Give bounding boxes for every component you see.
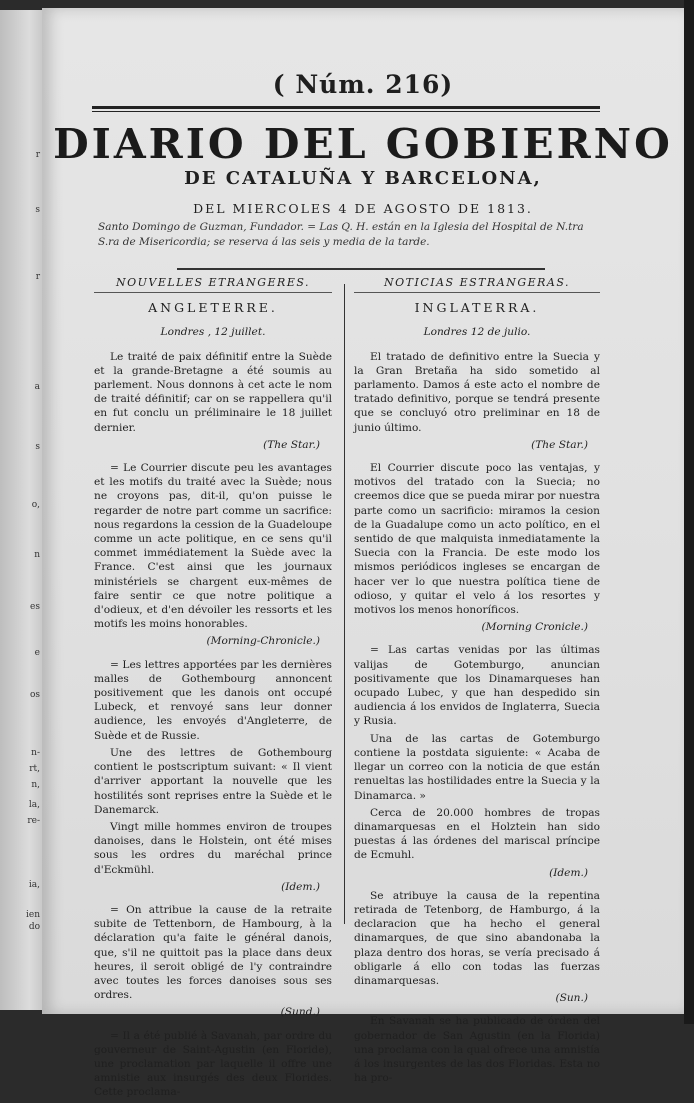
article-source: (Idem.) — [281, 880, 320, 893]
issue-date: DEL MIERCOLES 4 DE AGOSTO DE 1813. — [193, 201, 533, 216]
left-page-fragment: r — [35, 272, 40, 282]
left-page-fragment: ia, — [28, 880, 40, 890]
left-page-fragment: re- — [27, 816, 40, 826]
article-source: (Idem.) — [549, 866, 588, 879]
article-source: (Sun.) — [555, 992, 588, 1005]
header-divider — [177, 268, 545, 270]
article-paragraph: = Las cartas venidas por las últimas valijas de Gotemburgo, anuncian positivamente que los Dinamarqueses han ocupado Lubec, y que han despedido sin audiencia á los envidos de Inglaterra, Suecia y Rusia. — [354, 644, 600, 728]
religious-notice: Santo Domingo de Guzman, Fundador. = Las Q. H. están en la Iglesia del Hospital de N.tra S.ra de Misericordia; se reserva á las seis y media de la tarde. — [98, 221, 584, 248]
article-source: (Sund.) — [280, 1006, 320, 1019]
left-page-fragment: s — [35, 442, 40, 452]
left-page-fragment: la, — [28, 800, 40, 810]
spanish-section-heading: NOTICIAS ESTRANGERAS. — [354, 276, 600, 293]
french-country-heading: ANGLETERRE. — [148, 300, 278, 316]
left-page-fragment: do — [28, 922, 40, 932]
french-section-heading: NOUVELLES ETRANGERES. — [94, 276, 332, 293]
article-paragraph: El tratado de definitivo entre la Suecia y la Gran Bretaña ha sido sometido al parlamento. Damos á este acto el nombre de tratado definitivo, porque se tendrá presente que se concluyó otro preliminar en 18 de junio último. — [354, 350, 600, 434]
article-paragraph: = On attribue la cause de la retraite subite de Tettenborn, de Hambourg, à la déclaration qu'a faite le général danois, que, s'il ne quittoit pas la place dans deux heures, il seroit obligé de l'y contraindre avec toutes les forces danoises sous ses ordres. — [94, 903, 332, 1002]
article-paragraph: Se atribuye la causa de la repentina retirada de Tetenborg, de Hamburgo, á la declaracion que ha hecho el general dinamarques, de que sino abandonaba la plaza dentro dos horas, se vería precisado á obligarle á ello con todas las fuerzas dinamarquesas. — [354, 889, 600, 987]
article-paragraph: Vingt mille hommes environ de troupes danoises, dans le Holstein, ont été mises sous les ordres du maréchal prince d'Eckmühl. — [94, 820, 332, 876]
article-source: (Morning-Chronicle.) — [206, 635, 320, 648]
left-page-fragment: e — [34, 648, 40, 658]
left-page-fragment: rt, — [29, 764, 40, 774]
article-paragraph: Une des lettres de Gothembourg contient le postscriptum suivant: « Il vient d'arriver apportant la nouvelle que les hostilités sont reprises entre la Suède et le Danemarck. — [94, 746, 332, 816]
left-page-fragment: ien — [25, 910, 40, 920]
article-paragraph: = Il a été publié à Savanah, par ordre du gouverneur de Saint-Agustin (en Floride), une proclamation par laquelle il offre une amnistie aux insurgés des deux Florides. Cette proclama- — [94, 1029, 332, 1099]
scan-border — [684, 0, 694, 1024]
spanish-dateline: Londres 12 de julio. — [423, 326, 531, 339]
left-page-fragment: es — [30, 602, 40, 612]
newspaper-subtitle: DE CATALUÑA Y BARCELONA, — [184, 168, 542, 189]
left-page-fragment: n- — [31, 748, 40, 758]
article-source: (The Star.) — [531, 438, 588, 451]
left-page-fragment: a — [34, 382, 40, 392]
article-paragraph: Cerca de 20.000 hombres de tropas dinamarquesas en el Holztein han sido puestas á las órdenes del mariscal príncipe de Ecmuhl. — [354, 806, 600, 862]
article-source: (Morning Cronicle.) — [481, 621, 588, 634]
french-column — [94, 276, 332, 1103]
article-paragraph: = Les lettres apportées par les dernières malles de Gothembourg annoncent positivement que les danois ont occupé Lubeck, et renvoyé sans leur donner audience, les envoyés d'Angleterre, de Suède et de Russie. — [94, 658, 332, 742]
article-paragraph: El Courrier discute poco las ventajas, y motivos del tratado con la Suecia; no creemos dice que se pueda mirar por nuestra parte como un sacrificio: miramos la cesion de la Guadalupe como un acto político, en el sentido de que malquista inmediatamente la Suecia con la Francia. De este modo los mismos periódicos ingleses se encargan de hacer ver lo que nuestra política tiene de odioso, y quitar el velo á los resortes y motivos los menos honoríficos. — [354, 462, 600, 617]
left-page-fragment: r — [35, 150, 40, 160]
spanish-articles — [354, 350, 600, 1086]
newspaper-title: DIARIO DEL GOBIERNO — [53, 120, 673, 168]
french-dateline: Londres , 12 juillet. — [160, 326, 266, 339]
spanish-column — [354, 276, 600, 1088]
french-articles — [94, 350, 332, 1100]
article-paragraph: En Savanah se ha publicado de órden del gobernador de San Agustin (en la Florida) una proclama con la qual ofrece una amnistía á los insurgentes de las dos Floridas. Esta no ha pro- — [354, 1015, 600, 1085]
article-paragraph: Una de las cartas de Gotemburgo contiene la postdata siguiente: « Acaba de llegar un correo con la noticia de que están renueltas las hostilidades entre la Suecia y la Dinamarca. » — [354, 732, 600, 802]
masthead-rule — [92, 106, 600, 112]
left-page-fragment: n — [34, 550, 40, 560]
left-page-fragment: n, — [31, 780, 40, 790]
left-page-fragment: os — [29, 690, 40, 700]
issue-number: ( Núm. 216) — [272, 70, 454, 99]
spanish-country-heading: INGLATERRA. — [414, 300, 540, 316]
article-paragraph: = Le Courrier discute peu les avantages et les motifs du traité avec la Suède; nous ne croyons pas, dit-il, qu'on puisse le regarder de notre part comme un sacrifice: nous regardons la cession de la Guadeloupe comme un acte politique, en ce sens qu'il commet immédiatement la Suède avec la France. C'est ainsi que les journaux ministériels se chargent eux-mêmes de faire sentir ce que notre politique a d'odieux, et d'en dévoiler les ressorts et les motifs les moins honorables. — [94, 462, 332, 631]
article-paragraph: Le traité de paix définitif entre la Suède et la grande-Bretagne a été soumis au parlement. Nous donnons à cet acte le nom de traité définitif; car on se rappellera qu'il en fut conclu un préliminaire le 18 juillet dernier. — [94, 350, 332, 434]
newspaper-page — [42, 8, 684, 1099]
left-page-fragment: o, — [31, 500, 40, 510]
left-page-edge — [0, 10, 42, 1010]
left-page-fragment: s — [35, 205, 40, 215]
column-divider — [344, 284, 345, 924]
article-source: (The Star.) — [263, 438, 320, 451]
